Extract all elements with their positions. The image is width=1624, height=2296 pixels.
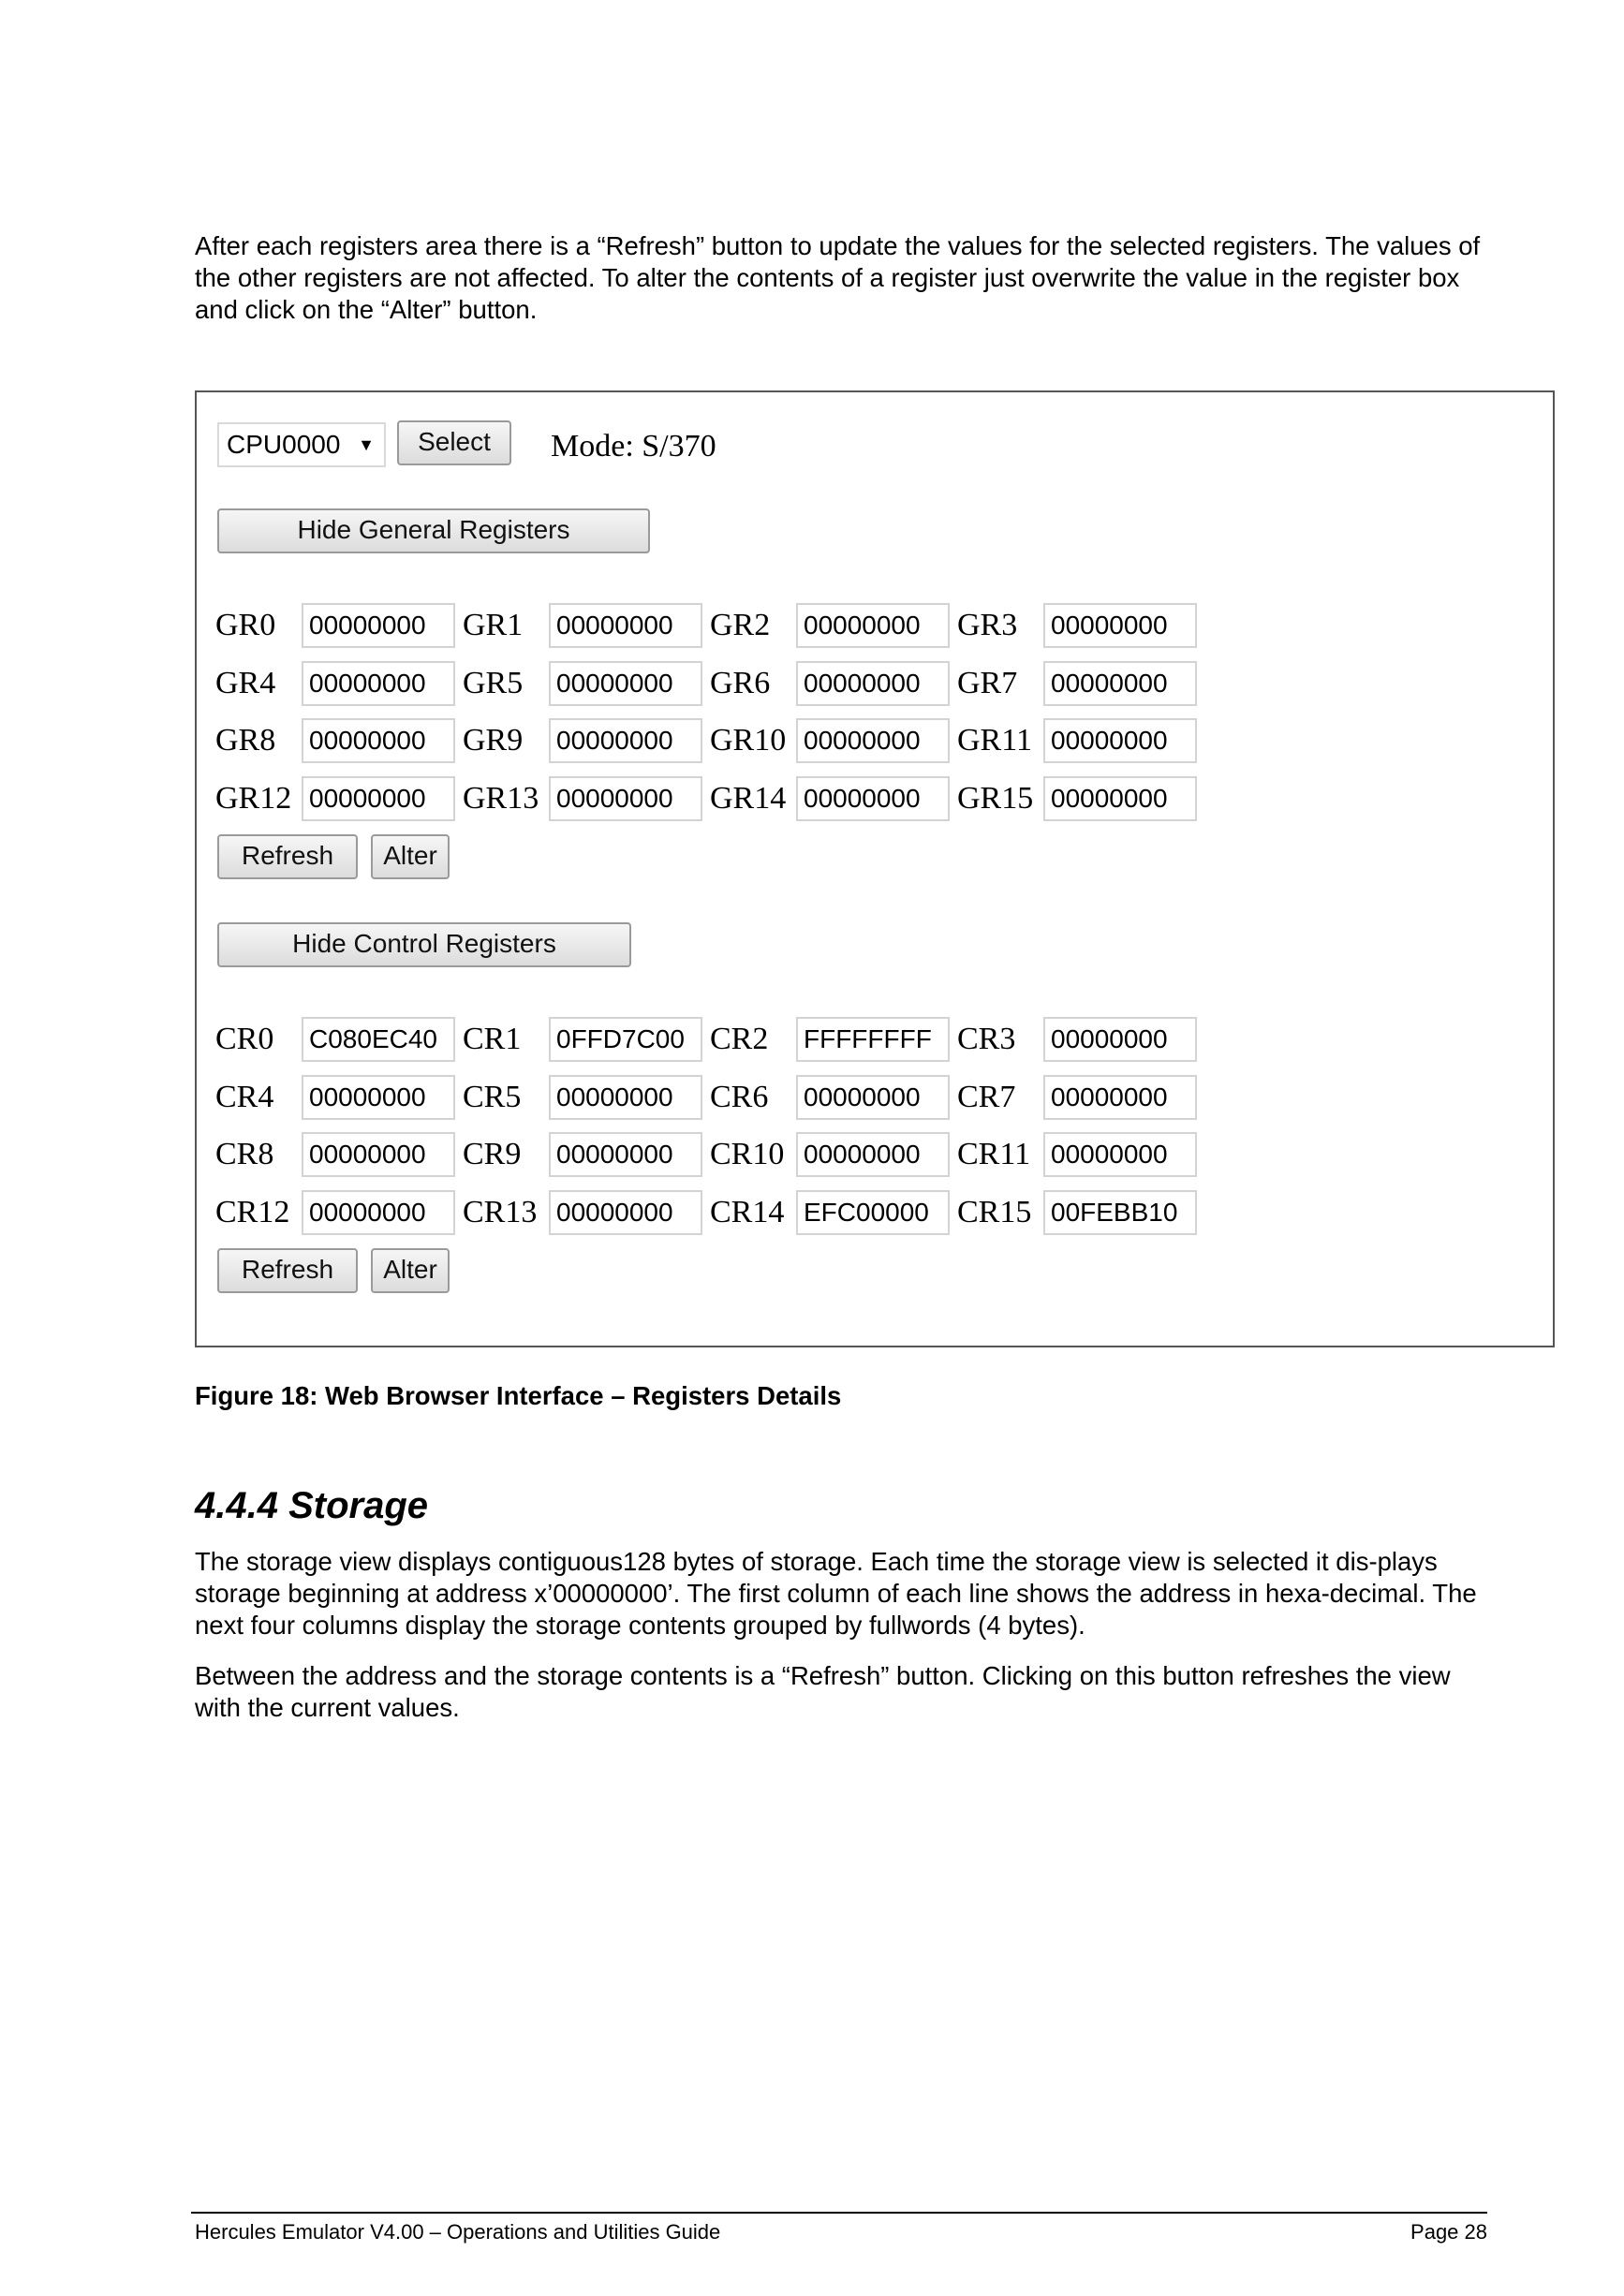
cr-value-field-7[interactable]: 00000000 [1043,1075,1197,1120]
gr-label-7: GR7 [957,665,1018,700]
cr-label-14: CR14 [710,1194,785,1229]
cr-label-5: CR5 [463,1079,522,1114]
gr-value-field-7[interactable]: 00000000 [1043,661,1197,706]
footer-rule [191,2212,1487,2214]
gr-label-1: GR1 [463,608,524,642]
gr-label-4: GR4 [215,665,276,700]
mode-label: Mode: S/370 [551,429,716,464]
gr-value-field-8[interactable]: 00000000 [302,718,455,763]
cr-value-field-13[interactable]: 00000000 [549,1190,702,1235]
gr-label-10: GR10 [710,723,787,758]
cr-label-6: CR6 [710,1079,769,1114]
gr-value-field-5[interactable]: 00000000 [549,661,702,706]
gr-value-field-11[interactable]: 00000000 [1043,718,1197,763]
general-alter-button[interactable]: Alter [371,834,450,879]
gr-value-field-6[interactable]: 00000000 [796,661,950,706]
gr-label-12: GR12 [215,780,292,816]
gr-value-field-14[interactable]: 00000000 [796,776,950,821]
gr-value-field-9[interactable]: 00000000 [549,718,702,763]
cr-value-field-4[interactable]: 00000000 [302,1075,455,1120]
cr-value-field-5[interactable]: 00000000 [549,1075,702,1120]
gr-label-14: GR14 [710,780,787,816]
gr-label-8: GR8 [215,723,276,758]
gr-value-field-13[interactable]: 00000000 [549,776,702,821]
cr-value-field-0[interactable]: C080EC40 [302,1017,455,1062]
gr-value-field-15[interactable]: 00000000 [1043,776,1197,821]
cpu-select[interactable] [217,422,386,467]
cr-label-4: CR4 [215,1079,274,1114]
gr-label-3: GR3 [957,608,1018,642]
dropdown-arrow-icon: ▼ [358,435,375,454]
gr-label-15: GR15 [957,780,1034,816]
cr-value-field-1[interactable]: 0FFD7C00 [549,1017,702,1062]
cr-label-15: CR15 [957,1194,1032,1229]
cr-value-field-6[interactable]: 00000000 [796,1075,950,1120]
gr-value-field-12[interactable]: 00000000 [302,776,455,821]
gr-label-13: GR13 [463,780,539,816]
control-refresh-button[interactable]: Refresh [217,1248,358,1293]
general-refresh-button[interactable]: Refresh [217,834,358,879]
cr-value-field-3[interactable]: 00000000 [1043,1017,1197,1062]
gr-value-field-1[interactable]: 00000000 [549,603,702,648]
cr-label-11: CR11 [957,1137,1031,1171]
cr-label-9: CR9 [463,1137,522,1171]
gr-label-9: GR9 [463,723,524,758]
cr-value-field-14[interactable]: EFC00000 [796,1190,950,1235]
gr-value-field-0[interactable]: 00000000 [302,603,455,648]
cr-value-field-2[interactable]: FFFFFFFF [796,1017,950,1062]
storage-paragraph-1: The storage view displays contiguous128 bytes of storage. Each time the storage view is selected it dis-plays storage beginning at address x’00000000’. The first column of each line shows the address in hexa-decimal. The next four columns display the storage contents grouped by fullwords (4 bytes). [195,1547,1477,1640]
cr-label-2: CR2 [710,1022,769,1056]
cr-value-field-8[interactable]: 00000000 [302,1132,455,1177]
cr-label-12: CR12 [215,1194,290,1229]
gr-value-field-10[interactable]: 00000000 [796,718,950,763]
gr-label-2: GR2 [710,608,771,642]
select-button[interactable]: Select [397,420,511,465]
cr-value-field-15[interactable]: 00FEBB10 [1043,1190,1197,1235]
cr-label-1: CR1 [463,1022,522,1056]
cr-label-3: CR3 [957,1022,1016,1056]
gr-value-field-2[interactable]: 00000000 [796,603,950,648]
cr-value-field-12[interactable]: 00000000 [302,1190,455,1235]
cr-label-10: CR10 [710,1137,785,1171]
cr-label-0: CR0 [215,1022,274,1056]
cr-value-field-10[interactable]: 00000000 [796,1132,950,1177]
registers-screenshot [195,390,1555,1347]
gr-label-6: GR6 [710,665,771,700]
storage-paragraph-2: Between the address and the storage contents is a “Refresh” button. Clicking on this button refreshes the view with the current values. [195,1661,1451,1722]
figure-caption: Figure 18: Web Browser Interface – Registers Details [195,1381,842,1410]
page-number: Page 28 [1410,2220,1487,2244]
hide-control-registers-button[interactable]: Hide Control Registers [217,922,631,967]
intro-paragraph: After each registers area there is a “Refresh” button to update the values for the selected registers. The values of the other registers are not affected. To alter the contents of a register just overwrite the value in the register box and click on the “Alter” button. [195,231,1481,324]
cr-label-13: CR13 [463,1194,538,1229]
gr-label-11: GR11 [957,723,1032,758]
cr-value-field-11[interactable]: 00000000 [1043,1132,1197,1177]
gr-value-field-4[interactable]: 00000000 [302,661,455,706]
gr-label-5: GR5 [463,665,524,700]
hide-general-registers-button[interactable]: Hide General Registers [217,508,650,553]
cr-value-field-9[interactable]: 00000000 [549,1132,702,1177]
section-heading: 4.4.4 Storage [195,1485,429,1526]
cr-label-7: CR7 [957,1079,1016,1114]
cpu-select-value: CPU0000 [227,430,341,459]
control-alter-button[interactable]: Alter [371,1248,450,1293]
gr-value-field-3[interactable]: 00000000 [1043,603,1197,648]
cr-label-8: CR8 [215,1137,274,1171]
footer-title: Hercules Emulator V4.00 – Operations and Utilities Guide [195,2220,721,2244]
gr-label-0: GR0 [215,608,276,642]
